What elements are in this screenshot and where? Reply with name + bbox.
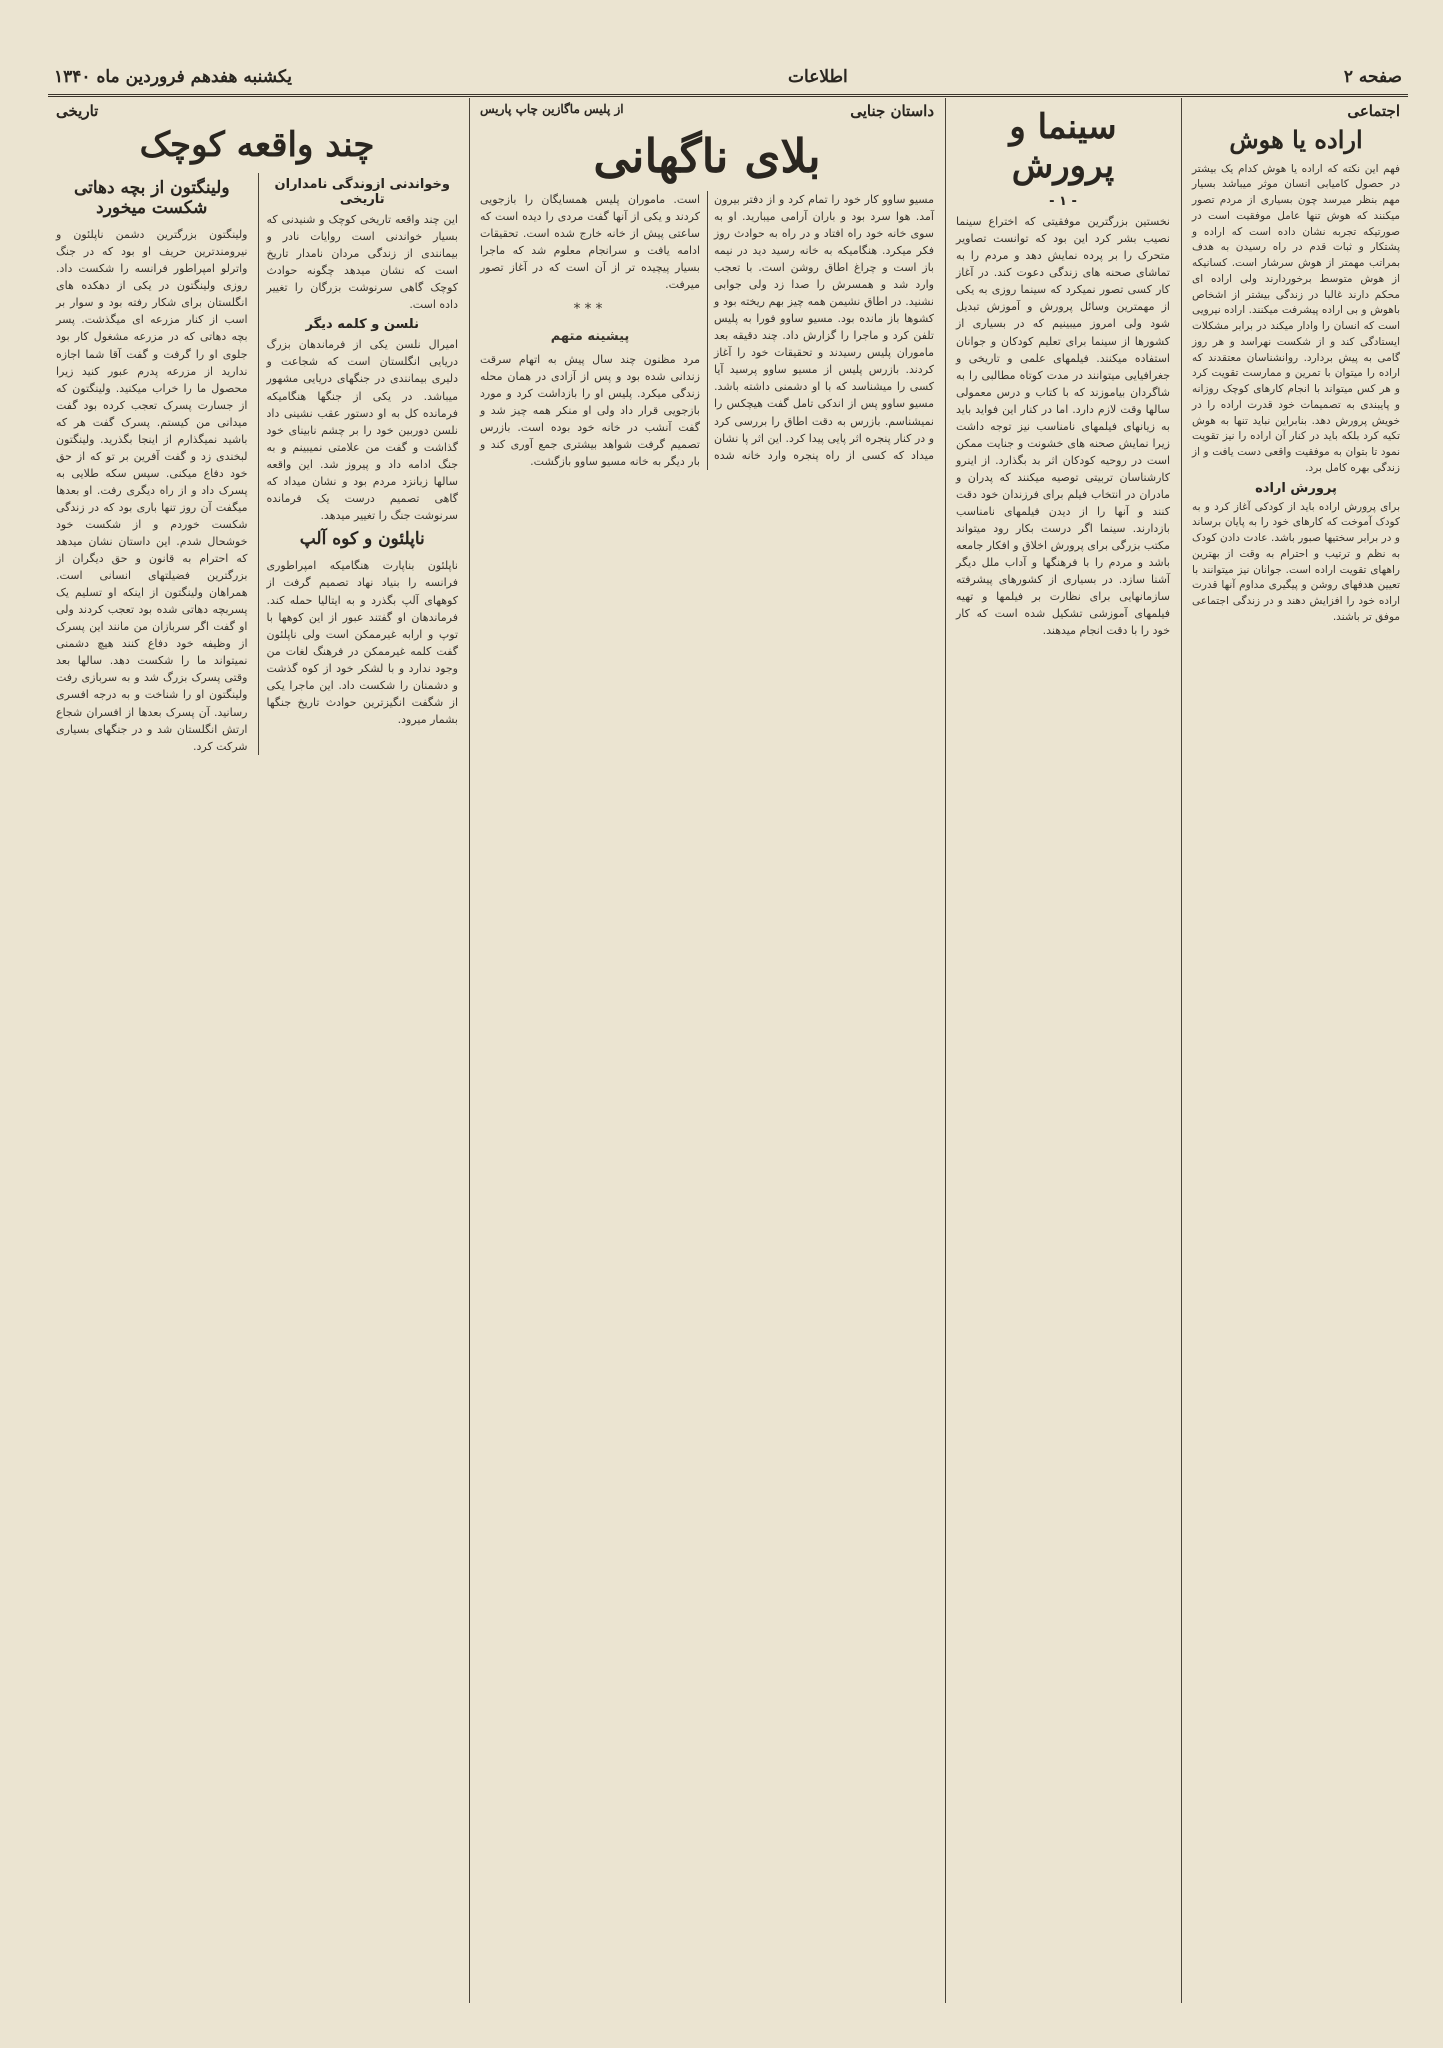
history-body-napoleon: ناپلئون بناپارت هنگامیکه امپراطوری فرانسه را بنیاد نهاد تصمیم گرفت از کوههای آلپ بگذرد و به ایتالیا حمله کند. فرماندهان او گفتند عبور از این کوهها با توپ و ارابه غیرممکن است ولی ناپلئون گفت کلمه غیرممکن در فرهنگ لغات من وجود ندارد و با لشکر خود از کوه گذشت و دشمنان را شکست داد. این ماجرا یکی از شگفت انگیزترین حوادث تاریخ جنگها بشمار میرود. — [266, 559, 458, 726]
headline-cinema: سینما و پرورش — [1009, 107, 1117, 187]
column-divider — [1181, 98, 1183, 2003]
headline-will-or-intelligence: اراده یا هوش — [1229, 125, 1363, 154]
story-text-2: مرد مظنون چند سال پیش به اتهام سرقت زندانی شده بود و پس از آزادی در همان محله زندگی میکرد. پلیس او را بازداشت کرد و مورد بازجویی قرار داد ولی او منکر همه چیز شد و گفت آنشب در خانه خود بوده است. بازرس تصمیم گرفت شواهد بیشتری جمع آوری کند و بار دیگر به خانه مسیو ساوو بازگشت. — [480, 353, 700, 469]
columns-grid — [48, 98, 1408, 2003]
page-header — [48, 60, 1408, 97]
column-cinema — [948, 98, 1178, 2003]
newspaper-name: اطلاعات — [788, 67, 848, 87]
story-source: از پلیس ماگازین چاپ پاریس — [480, 102, 624, 116]
history-subheadline: وخواندنی ازوندگی نامداران تاریخی — [274, 177, 450, 208]
section-label-history: تاریخی — [56, 102, 99, 120]
subhead-will-training: پرورش اراده — [1255, 480, 1337, 496]
article-body-social: فهم این نکته که اراده یا هوش کدام یک بیشتر در حصول کامیابی انسان موثر میباشد بسیار مهم بنظر میرسد چون بسیاری از مردم تصور میکنند که هوش تنها عامل موفقیت است در صورتیکه تجربه نشان داده است که اراده و پشتکار و ثبات قدم در راه رسیدن به هدف بمراتب مهمتر از هوش سرشار است. کسانیکه از هوش متوسط برخوردارند ولی اراده ای محکم دارند غالبا در زندگی بیشتر از اشخاص باهوش و بی اراده پیشرفت میکنند. اراده نیرویی است که انسان را وادار میکند در برابر مشکلات ایستادگی کند و از شکست نهراسد و هر روز گامی به پیش بردارد. روانشناسان معتقدند که اراده را میتوان با تمرین و ممارست تقویت کرد و هر کس میتواند با انجام کارهای کوچک روزانه و پایبندی به تصمیمات خود قدرت اراده را در خویش پرورش دهد. بنابراین نباید تنها به هوش تکیه کرد بلکه باید در کنار آن اراده را نیز تقویت نمود تا بتوان به موفقیت واقعی دست یافت و از زندگی بهره کامل برد. — [1192, 162, 1400, 474]
article-body-cinema: نخستین بزرگترین موفقیتی که اختراع سینما نصیب بشر کرد این بود که توانست تصاویر متحرک را بر پرده نمایش دهد و مردم را به تماشای صحنه های زندگی دعوت کند. در آغاز کار کسی تصور نمیکرد که سینما روزی به یکی از مهمترین وسائل پرورش و آموزش تبدیل شود ولی امروز میبینیم که در بسیاری از کشورها از سینما برای تعلیم کودکان و جوانان استفاده میکنند. فیلمهای علمی و تاریخی و جغرافیایی میتوانند در مدت کوتاه مطالبی را به شاگردان بیاموزند که با کتاب و درس معمولی سالها وقت لازم دارد. اما در کنار این فواید باید به زیانهای فیلمهای نامناسب نیز توجه داشت زیرا نمایش صحنه های خشونت و جنایت ممکن است در روحیه کودکان اثر بد بگذارد. از اینرو کارشناسان تربیتی توصیه میکنند که پدران و مادران در انتخاب فیلم برای فرزندان خود دقت کنند و آنها را از دیدن فیلمهای نامناسب بازدارند. سینما اگر درست بکار رود میتواند مکتب بزرگی برای پرورش اخلاق و افکار جامعه باشد و مردم را با فرهنگها و آداب ملل دیگر آشنا سازد. در بسیاری از کشورهای پیشرفته سازمانهایی برای نظارت بر فیلمها و تهیه فیلمهای آموزشی تشکیل شده است که کار خود را با دقت انجام میدهند. — [956, 215, 1170, 638]
article-body-story — [480, 191, 934, 470]
section-label-social: اجتماعی — [1347, 102, 1400, 120]
section-stars: *** — [573, 301, 607, 318]
article-body-social-2: برای پرورش اراده باید از کودکی آغاز کرد و به کودک آموخت که کارهای خود را به پایان برساند و در برابر سختیها صبور باشد. عادت دادن کودک به نظم و ترتیب و احترام به وقت از بهترین راههای تقویت اراده است. جوانان نیز میتوانند با تعیین هدفهای روشن و پیگیری مداوم آنها قدرت اراده خود را افزایش دهند و در زندگی اجتماعی موفق تر باشند. — [1192, 500, 1400, 623]
column-social — [1184, 98, 1408, 2003]
section-label-story: داستان جنایی — [850, 102, 934, 120]
headline-small-events: چند واقعه کوچک — [139, 125, 375, 165]
history-col-b — [56, 173, 248, 755]
column-divider — [469, 98, 471, 2003]
issue-date: یکشنبه هفدهم فروردین ماه ۱۳۴۰ — [54, 67, 293, 87]
history-col-a — [258, 173, 459, 755]
story-labels — [480, 102, 934, 124]
history-body-wellington: ولینگتون بزرگترین دشمن ناپلئون و نیرومندترین حریف او بود که در جنگ واترلو امپراطور فرانسه را شکست داد. روزی ولینگتون در یکی از دهکده های انگلستان برای شکار رفته بود و سوار بر اسب از کنار مزرعه ای میگذشت. پسر بچه دهاتی که در مزرعه مشغول کار بود جلوی او را گرفت و گفت آقا شما اجازه ندارید از مزرعه پدرم عبور کنید زیرا محصول ما را خراب میکنید. ولینگتون که از جسارت پسرک تعجب کرده بود گفت میدانی من کیستم. پسرک گفت هر که باشید نمیگذارم از اینجا بگذرید. ولینگتون لبخندی زد و گفت آفرین بر تو که از حق خود دفاع میکنی. سپس سکه طلایی به پسرک داد و از راه دیگری رفت. او بعدها میگفت آن روز تنها باری بود که در زندگی شکست خوردم و از شکست خود خوشحال شدم. این داستان نشان میدهد که احترام به قانون و حق دیگران از بزرگترین فضیلتهای انسانی است. همراهان ولینگتون از اینکه او تسلیم یک پسربچه دهاتی شده بود تعجب کردند ولی او گفت اگر سربازان من مانند این پسرک از وظیفه خود دفاع کنند هیچ دشمنی نمیتواند ما را شکست دهد. سالها بعد وقتی پسرک بزرگ شد و به سربازی رفت ولینگتون او را شناخت و به درجه افسری رسانید. آن پسرک بعدها از افسران شجاع ارتش انگلستان شد و در جنگهای بسیاری شرکت کرد. — [56, 228, 248, 753]
history-body-nelson: امیرال نلسن یکی از فرماندهان بزرگ دریایی انگلستان است که شجاعت و دلیری بیمانندی در جنگهای دریایی مشهور میباشد. در یکی از جنگها هنگامیکه فرمانده کل به او دستور عقب نشینی داد نلسن دوربین خود را بر چشم نابینای خود گذاشت و گفت من علامتی نمیبینم و به جنگ ادامه داد و پیروز شد. این واقعه سالها زبانزد مردم بود و نشان میداد که گاهی تصمیم درست یک فرمانده سرنوشت جنگ را تغییر میدهد. — [266, 338, 458, 522]
history-intro: این چند واقعه تاریخی کوچک و شنیدنی که بسیار خواندنی است روایات نادر و بیمانندی از زندگی مردان نامدار تاریخ است که نشان میدهد چگونه حوادث کوچک گاهی سرنوشت بزرگان را تغییر داده است. — [266, 213, 458, 312]
history-two-col — [56, 173, 458, 755]
page-number: صفحه ۲ — [1343, 67, 1402, 87]
column-divider — [945, 98, 947, 2003]
story-text: مسیو ساوو کار خود را تمام کرد و از دفتر بیرون آمد. هوا سرد بود و باران آرامی میبارید. او به سوی خانه خود راه افتاد و در راه به حوادث روز فکر میکرد. هنگامیکه به خانه رسید دید در نیمه باز است و چراغ اطاق روشن است. با تعجب وارد شد و همسرش را صدا زد ولی جوابی نشنید. در اطاق نشیمن همه چیز بهم ریخته بود و کشوها باز مانده بود. مسیو ساوو فورا به پلیس تلفن کرد و ماجرا را گزارش داد. چند دقیقه بعد ماموران پلیس رسیدند و تحقیقات خود را آغاز کردند. بازرس پلیس از مسیو ساوو پرسید آیا کسی را میشناسد که با او دشمنی داشته باشد. مسیو ساوو پس از اندکی تامل گفت هیچکس را نمیشناسم. بازرس به دقت اطاق را بررسی کرد و در کنار پنجره اثر پایی پیدا کرد. این اثر پا نشان میداد که کسی از راه پنجره وارد خانه شده است. ماموران پلیس همسایگان را بازجویی کردند و یکی از آنها گفت مردی را دیده است که ساعتی پیش از خانه خارج شده است. تحقیقات ادامه یافت و سرانجام معلوم شد که ماجرا بسیار پیچیده تر از آن است که در آغاز تصور میرفت. — [480, 192, 934, 462]
subhead-napoleon-alps: ناپلئون و کوه آلپ — [299, 528, 425, 549]
subhead-nelson: نلسن و کلمه دیگر — [305, 317, 419, 333]
headline-wellington: ولینگتون از بچه دهاتی شکست میخورد — [73, 178, 230, 218]
subhead-suspect-background: پیشینه متهم — [550, 328, 630, 344]
column-history — [48, 98, 466, 2003]
headline-sudden-disaster: بلای ناگهانی — [593, 129, 821, 183]
article-number: - ۱ - — [1049, 194, 1077, 210]
column-crime-story — [472, 98, 942, 2003]
